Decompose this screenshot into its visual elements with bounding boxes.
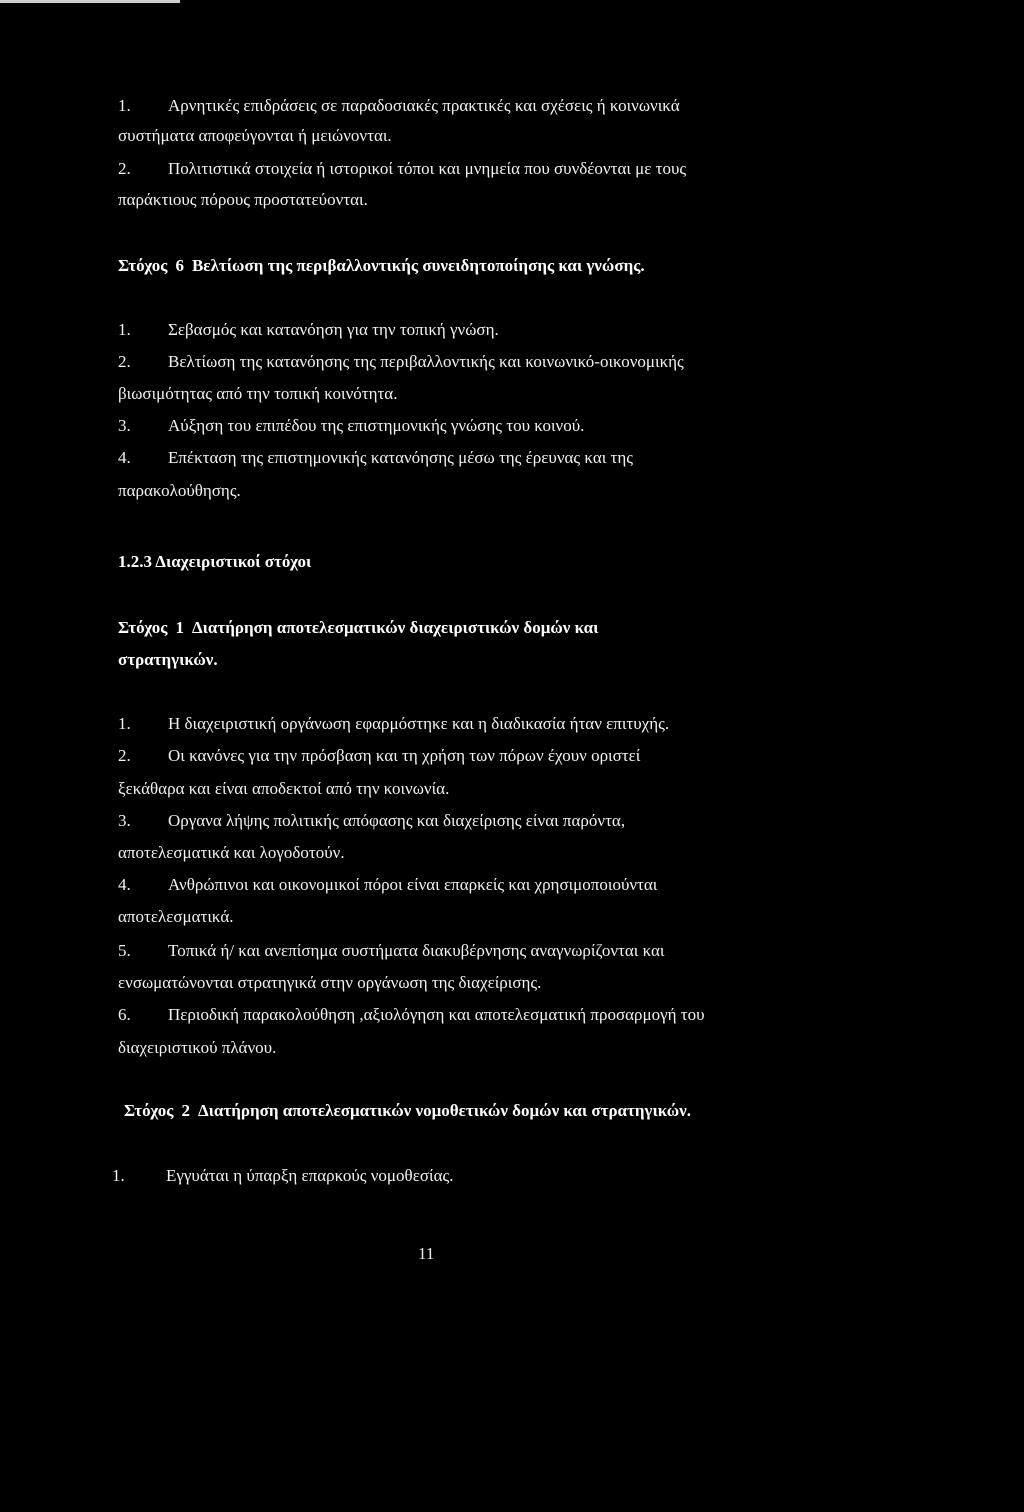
list-item-number: 2. [118,352,131,371]
list-item [118,714,669,734]
list-item [118,1005,705,1025]
page-number: 11 [418,1244,435,1263]
list-item-text: Σεβασμός και κατανόηση για την τοπική γνώση. [168,320,499,339]
goal-number: 6 [175,256,184,275]
list-item-number: 6. [118,1005,131,1024]
section-heading: 1.2.3 Διαχειριστικοί στόχοι [118,552,312,571]
list-item [118,448,633,468]
list-item-text: Περιοδική παρακολούθηση ,αξιολόγηση και αποτελεσματική προσαρμογή του [168,1005,705,1024]
list-item-continuation: ξεκάθαρα και είναι αποδεκτοί από την κοινωνία. [118,779,450,798]
list-item-text: Η διαχειριστική οργάνωση εφαρμόστηκε και η διαδικασία ήταν επιτυχής. [168,714,670,733]
list-item-continuation: παράκτιους πόρους προστατεύονται. [118,190,368,209]
list-item [118,352,684,372]
list-item-text: Βελτίωση της κατανόησης της περιβαλλοντικής και κοινωνικό-οικονομικής [168,352,684,371]
list-item-text: Πολιτιστικά στοιχεία ή ιστορικοί τόποι και μνημεία που συνδέονται με τους [168,159,687,178]
list-item-continuation: συστήματα αποφεύγονται ή μειώνονται. [118,126,392,145]
goal-title: Βελτίωση της περιβαλλοντικής συνειδητοποίησης και γνώσης. [191,256,645,275]
list-item-number: 1. [118,714,131,733]
goal-label: Στόχος [118,256,168,275]
goal-number: 1 [175,618,184,637]
list-item-text: Οργανα λήψης πολιτικής απόφασης και διαχείρισης είναι παρόντα, [168,811,626,830]
list-item-text: Εγγυάται η ύπαρξη επαρκούς νομοθεσίας. [166,1166,454,1185]
list-item-continuation: ενσωματώνονται στρατηγικά στην οργάνωση της διαχείρισης. [118,973,542,992]
list-item-number: 1. [118,96,131,115]
list-item-text: Ανθρώπινοι και οικονομικοί πόροι είναι επαρκείς και χρησιμοποιούνται [168,875,658,894]
top-edge-line [0,0,180,3]
goal-number: 2 [181,1101,190,1120]
list-item [118,159,686,179]
list-item-number: 5. [118,941,131,960]
list-item [118,320,499,340]
goal-title: Διατήρηση αποτελεσματικών νομοθετικών δομών και στρατηγικών. [197,1101,691,1120]
goal-label: Στόχος [118,618,168,637]
list-item-number: 3. [118,811,131,830]
list-item-text: Αύξηση του επιπέδου της επιστημονικής γνώσης του κοινού. [168,416,585,435]
list-item-continuation: διαχειριστικού πλάνου. [118,1038,277,1057]
list-item-number: 1. [112,1166,125,1185]
list-item-number: 4. [118,448,131,467]
list-item-number: 1. [118,320,131,339]
list-item [118,96,680,116]
goal-1-heading-continuation: στρατηγικών. [118,650,218,669]
goal-6-heading [118,256,645,276]
goal-title: Διατήρηση αποτελεσματικών διαχειριστικών δομών και [191,618,599,637]
list-item-number: 2. [118,746,131,765]
goal-label: Στόχος [124,1101,174,1120]
list-item-text: Επέκταση της επιστημονικής κατανόησης μέσω της έρευνας και της [168,448,634,467]
list-item-number: 4. [118,875,131,894]
list-item-continuation: αποτελεσματικά και λογοδοτούν. [118,843,345,862]
list-item-number: 3. [118,416,131,435]
list-item-text: Τοπικά ή/ και ανεπίσημα συστήματα διακυβέρνησης αναγνωρίζονται και [168,941,665,960]
list-item [118,875,657,895]
goal-2-heading [124,1101,691,1121]
list-item [118,746,640,766]
list-item [118,941,665,961]
list-item [118,416,584,436]
list-item-text: Αρνητικές επιδράσεις σε παραδοσιακές πρακτικές και σχέσεις ή κοινωνικά [168,96,680,115]
list-item-continuation: παρακολούθησης. [118,481,241,500]
goal-1-heading [118,618,598,638]
list-item-continuation: αποτελεσματικά. [118,907,234,926]
list-item-continuation: βιωσιμότητας από την τοπική κοινότητα. [118,384,398,403]
list-item [118,811,625,831]
list-item-number: 2. [118,159,131,178]
list-item-text: Οι κανόνες για την πρόσβαση και τη χρήση των πόρων έχουν οριστεί [168,746,641,765]
list-item [112,1166,453,1186]
